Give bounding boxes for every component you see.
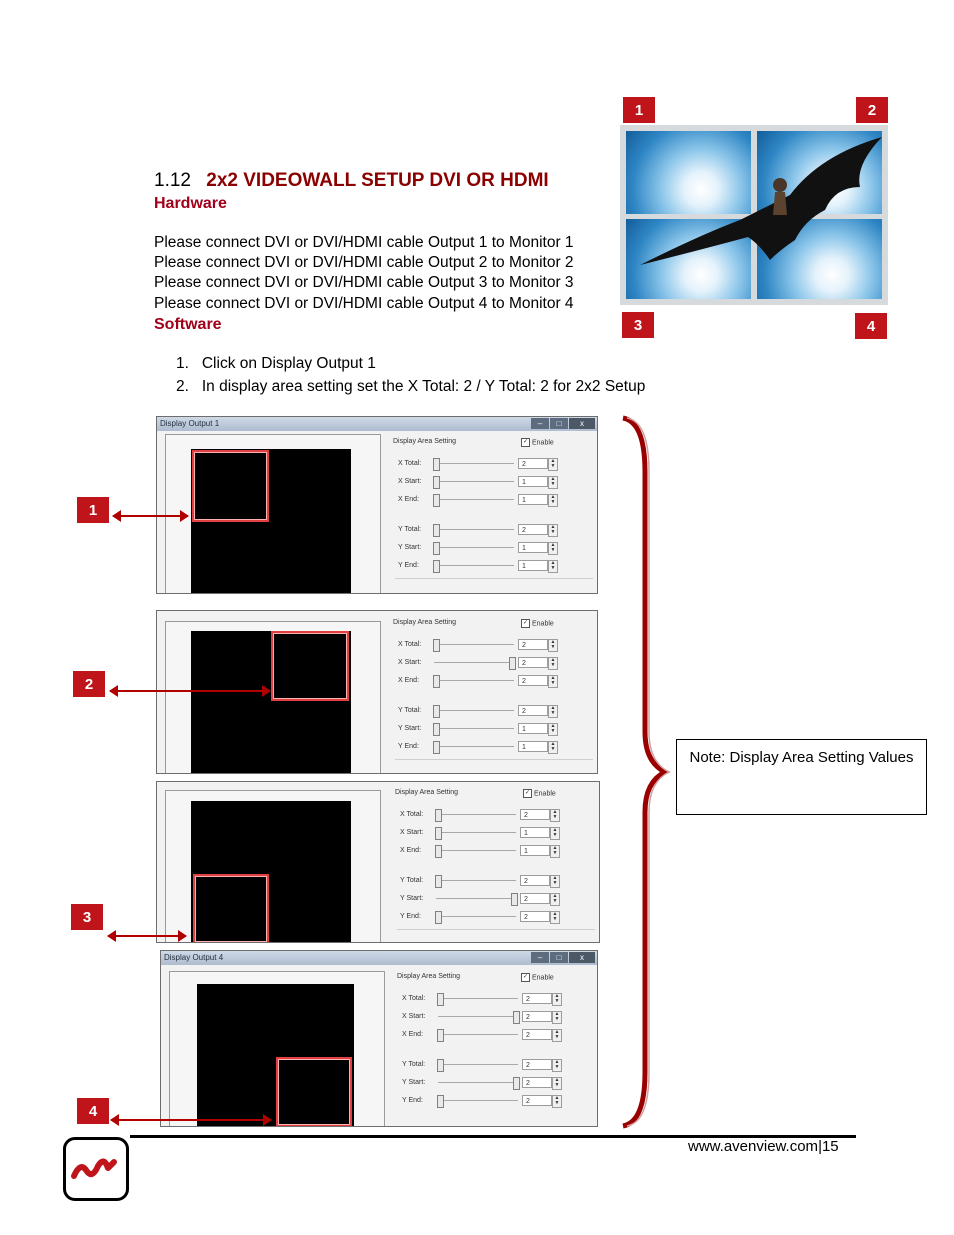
x-start-row: X Start: 2 ▲ ▼	[397, 1011, 562, 1023]
x-start-spinbox[interactable]: 2	[518, 657, 548, 668]
hardware-heading: Hardware	[154, 195, 227, 212]
callout-badge-3: 3	[71, 904, 103, 930]
y-total-spinbox[interactable]: 2	[518, 705, 548, 716]
x-start-row: X Start: 1 ▲ ▼	[393, 476, 558, 488]
x-start-row: X Start: 2 ▲ ▼	[393, 657, 558, 669]
spin-arrows-icon[interactable]: ▲ ▼	[552, 1077, 562, 1090]
spin-arrows-icon[interactable]: ▲ ▼	[548, 494, 558, 507]
x-total-slider[interactable]	[433, 639, 440, 652]
y-end-row: Y End: 2 ▲ ▼	[397, 1095, 562, 1107]
x-end-spinbox[interactable]: 2	[522, 1029, 552, 1040]
settings-header: Display Area Setting	[395, 789, 459, 796]
y-total-slider[interactable]	[435, 875, 442, 888]
active-area-highlight	[276, 1057, 352, 1127]
spin-arrows-icon[interactable]: ▲ ▼	[548, 560, 558, 573]
hardware-line: Please connect DVI or DVI/HDMI cable Output 1 to Monitor 1	[154, 234, 574, 251]
monitor-badge-1: 1	[623, 97, 655, 123]
monitor-badge-4: 4	[855, 313, 887, 339]
y-end-spinbox[interactable]: 2	[520, 911, 550, 922]
hardware-line: Please connect DVI or DVI/HDMI cable Output 2 to Monitor 2	[154, 254, 574, 271]
double-arrow-icon	[111, 1119, 271, 1121]
section-title: 2x2 VIDEOWALL SETUP DVI OR HDMI	[206, 170, 549, 191]
spin-arrows-icon[interactable]: ▲ ▼	[552, 1011, 562, 1024]
y-end-spinbox[interactable]: 2	[522, 1095, 552, 1106]
y-start-slider[interactable]	[433, 723, 440, 736]
x-start-slider[interactable]	[433, 476, 440, 489]
x-start-slider[interactable]	[509, 657, 516, 670]
x-end-spinbox[interactable]: 1	[520, 845, 550, 856]
step-text: Click on Display Output 1	[201, 355, 376, 372]
spin-arrows-icon[interactable]: ▲ ▼	[548, 639, 558, 652]
step-number: 2.	[176, 378, 189, 395]
footer-separator: |	[818, 1138, 822, 1155]
y-end-slider[interactable]	[435, 911, 442, 924]
y-end-row: Y End: 1 ▲ ▼	[393, 741, 558, 753]
callout-badge-4: 4	[77, 1098, 109, 1124]
x-total-row: X Total: 2 ▲ ▼	[397, 993, 562, 1005]
monitor-badge-3: 3	[622, 312, 654, 338]
x-end-slider[interactable]	[433, 675, 440, 688]
y-end-row: Y End: 1 ▲ ▼	[393, 560, 558, 572]
y-start-row: Y Start: 2 ▲ ▼	[397, 1077, 562, 1089]
x-total-spinbox[interactable]: 2	[520, 809, 550, 820]
y-total-row: Y Total: 2 ▲ ▼	[395, 875, 560, 887]
y-end-slider[interactable]	[433, 741, 440, 754]
y-total-spinbox[interactable]: 2	[522, 1059, 552, 1070]
y-start-spinbox[interactable]: 2	[520, 893, 550, 904]
double-arrow-icon	[113, 515, 188, 517]
x-start-slider[interactable]	[513, 1011, 520, 1024]
hardware-line: Please connect DVI or DVI/HDMI cable Output 3 to Monitor 3	[154, 274, 574, 291]
x-total-slider[interactable]	[437, 993, 444, 1006]
x-end-slider[interactable]	[437, 1029, 444, 1042]
spin-arrows-icon[interactable]: ▲ ▼	[552, 1059, 562, 1072]
spin-arrows-icon[interactable]: ▲ ▼	[548, 542, 558, 555]
double-arrow-icon	[108, 935, 186, 937]
callout-badge-2: 2	[73, 671, 105, 697]
double-arrow-icon	[110, 690, 270, 692]
y-total-row: Y Total: 2 ▲ ▼	[393, 524, 558, 536]
y-start-row: Y Start: 1 ▲ ▼	[393, 542, 558, 554]
step-number: 1.	[176, 355, 189, 372]
y-total-spinbox[interactable]: 2	[518, 524, 548, 535]
maximize-button[interactable]: □	[550, 418, 568, 429]
y-start-spinbox[interactable]: 1	[518, 723, 548, 734]
window-controls	[531, 418, 595, 429]
spin-arrows-icon[interactable]: ▲ ▼	[548, 741, 558, 754]
y-end-spinbox[interactable]: 1	[518, 741, 548, 752]
y-end-slider[interactable]	[433, 560, 440, 573]
note-box: Note: Display Area Setting Values	[676, 739, 927, 815]
settings-header: Display Area Setting	[397, 973, 461, 980]
spin-arrows-icon[interactable]: ▲ ▼	[550, 875, 560, 888]
y-total-slider[interactable]	[433, 524, 440, 537]
videowall-image	[620, 125, 888, 305]
x-end-slider[interactable]	[435, 845, 442, 858]
spin-arrows-icon[interactable]: ▲ ▼	[548, 524, 558, 537]
y-end-row: Y End: 2 ▲ ▼	[395, 911, 560, 923]
spin-arrows-icon[interactable]: ▲ ▼	[552, 1029, 562, 1042]
enable-checkbox[interactable]: ✓ Enable	[522, 439, 554, 447]
maximize-button[interactable]: □	[550, 952, 568, 963]
spin-arrows-icon[interactable]: ▲ ▼	[550, 845, 560, 858]
y-start-row: Y Start: 2 ▲ ▼	[395, 893, 560, 905]
y-start-slider[interactable]	[513, 1077, 520, 1090]
avenview-logo	[63, 1137, 129, 1201]
settings-header: Display Area Setting	[393, 438, 457, 445]
display-area-settings	[397, 973, 593, 1123]
x-total-spinbox[interactable]: 2	[518, 639, 548, 650]
display-output-window-4	[160, 950, 598, 1127]
callout-badge-1: 1	[77, 497, 109, 523]
y-total-spinbox[interactable]: 2	[520, 875, 550, 886]
y-start-row: Y Start: 1 ▲ ▼	[393, 723, 558, 735]
x-total-slider[interactable]	[433, 458, 440, 471]
footer-text	[688, 1138, 839, 1155]
settings-header: Display Area Setting	[393, 619, 457, 626]
spin-arrows-icon[interactable]: ▲ ▼	[552, 1095, 562, 1108]
x-total-spinbox[interactable]: 2	[518, 458, 548, 469]
active-area-highlight	[271, 631, 349, 701]
step-text: In display area setting set the X Total: 2 / Y Total: 2 for 2x2 Setup	[201, 378, 646, 395]
footer-url[interactable]: www.avenview.com	[688, 1138, 819, 1155]
minimize-button[interactable]: –	[531, 418, 549, 429]
spin-arrows-icon[interactable]: ▲ ▼	[548, 675, 558, 688]
enable-checkbox[interactable]: ✓ Enable	[522, 974, 554, 982]
dragon-graphic	[620, 125, 888, 305]
step-item	[176, 355, 376, 373]
spin-arrows-icon[interactable]: ▲ ▼	[548, 476, 558, 489]
display-area-settings	[393, 619, 593, 769]
step-item	[176, 378, 645, 396]
y-total-row: Y Total: 2 ▲ ▼	[393, 705, 558, 717]
spin-arrows-icon[interactable]: ▲ ▼	[548, 657, 558, 670]
spin-arrows-icon[interactable]: ▲ ▼	[548, 458, 558, 471]
y-end-slider[interactable]	[437, 1095, 444, 1108]
x-total-row: X Total: 2 ▲ ▼	[395, 809, 560, 821]
section-number: 1.12	[154, 170, 191, 191]
y-start-spinbox[interactable]: 2	[522, 1077, 552, 1088]
window-title: Display Output 1	[160, 419, 220, 428]
spin-arrows-icon[interactable]: ▲ ▼	[550, 911, 560, 924]
spin-arrows-icon[interactable]: ▲ ▼	[550, 809, 560, 822]
display-area-settings	[393, 438, 593, 588]
display-output-window-3	[156, 781, 600, 943]
enable-checkbox[interactable]: ✓ Enable	[522, 620, 554, 628]
x-end-spinbox[interactable]: 1	[518, 494, 548, 505]
spin-arrows-icon[interactable]: ▲ ▼	[552, 993, 562, 1006]
page-number: 15	[821, 1138, 839, 1155]
x-end-row: X End: 1 ▲ ▼	[393, 494, 558, 506]
x-end-row: X End: 2 ▲ ▼	[397, 1029, 562, 1041]
y-start-slider[interactable]	[511, 893, 518, 906]
spin-arrows-icon[interactable]: ▲ ▼	[550, 893, 560, 906]
x-total-slider[interactable]	[435, 809, 442, 822]
y-start-slider[interactable]	[433, 542, 440, 555]
x-start-spinbox[interactable]: 1	[520, 827, 550, 838]
spin-arrows-icon[interactable]: ▲ ▼	[550, 827, 560, 840]
x-total-row: X Total: 2 ▲ ▼	[393, 639, 558, 651]
x-end-spinbox[interactable]: 2	[518, 675, 548, 686]
y-total-slider[interactable]	[437, 1059, 444, 1072]
spin-arrows-icon[interactable]: ▲ ▼	[548, 705, 558, 718]
active-area-highlight	[193, 874, 269, 943]
x-end-row: X End: 2 ▲ ▼	[393, 675, 558, 687]
x-start-spinbox[interactable]: 2	[522, 1011, 552, 1022]
window-title: Display Output 4	[164, 953, 224, 962]
y-total-row: Y Total: 2 ▲ ▼	[397, 1059, 562, 1071]
y-start-spinbox[interactable]: 1	[518, 542, 548, 553]
display-area-settings	[395, 789, 595, 939]
display-output-window-2	[156, 610, 598, 774]
close-button[interactable]: x	[569, 418, 595, 429]
enable-checkbox[interactable]: ✓ Enable	[524, 790, 556, 798]
display-output-window-1	[156, 416, 598, 594]
x-start-slider[interactable]	[435, 827, 442, 840]
x-total-spinbox[interactable]: 2	[522, 993, 552, 1004]
hardware-line: Please connect DVI or DVI/HDMI cable Output 4 to Monitor 4	[154, 295, 574, 312]
section-heading	[154, 170, 549, 192]
software-heading: Software	[154, 316, 222, 333]
y-total-slider[interactable]	[433, 705, 440, 718]
x-start-spinbox[interactable]: 1	[518, 476, 548, 487]
window-controls	[531, 952, 595, 963]
x-total-row: X Total: 2 ▲ ▼	[393, 458, 558, 470]
curly-brace-icon	[615, 412, 675, 1132]
active-area-highlight	[192, 450, 269, 522]
spin-arrows-icon[interactable]: ▲ ▼	[548, 723, 558, 736]
monitor-badge-2: 2	[856, 97, 888, 123]
x-end-slider[interactable]	[433, 494, 440, 507]
x-end-row: X End: 1 ▲ ▼	[395, 845, 560, 857]
close-button[interactable]: x	[569, 952, 595, 963]
minimize-button[interactable]: –	[531, 952, 549, 963]
y-end-spinbox[interactable]: 1	[518, 560, 548, 571]
x-start-row: X Start: 1 ▲ ▼	[395, 827, 560, 839]
